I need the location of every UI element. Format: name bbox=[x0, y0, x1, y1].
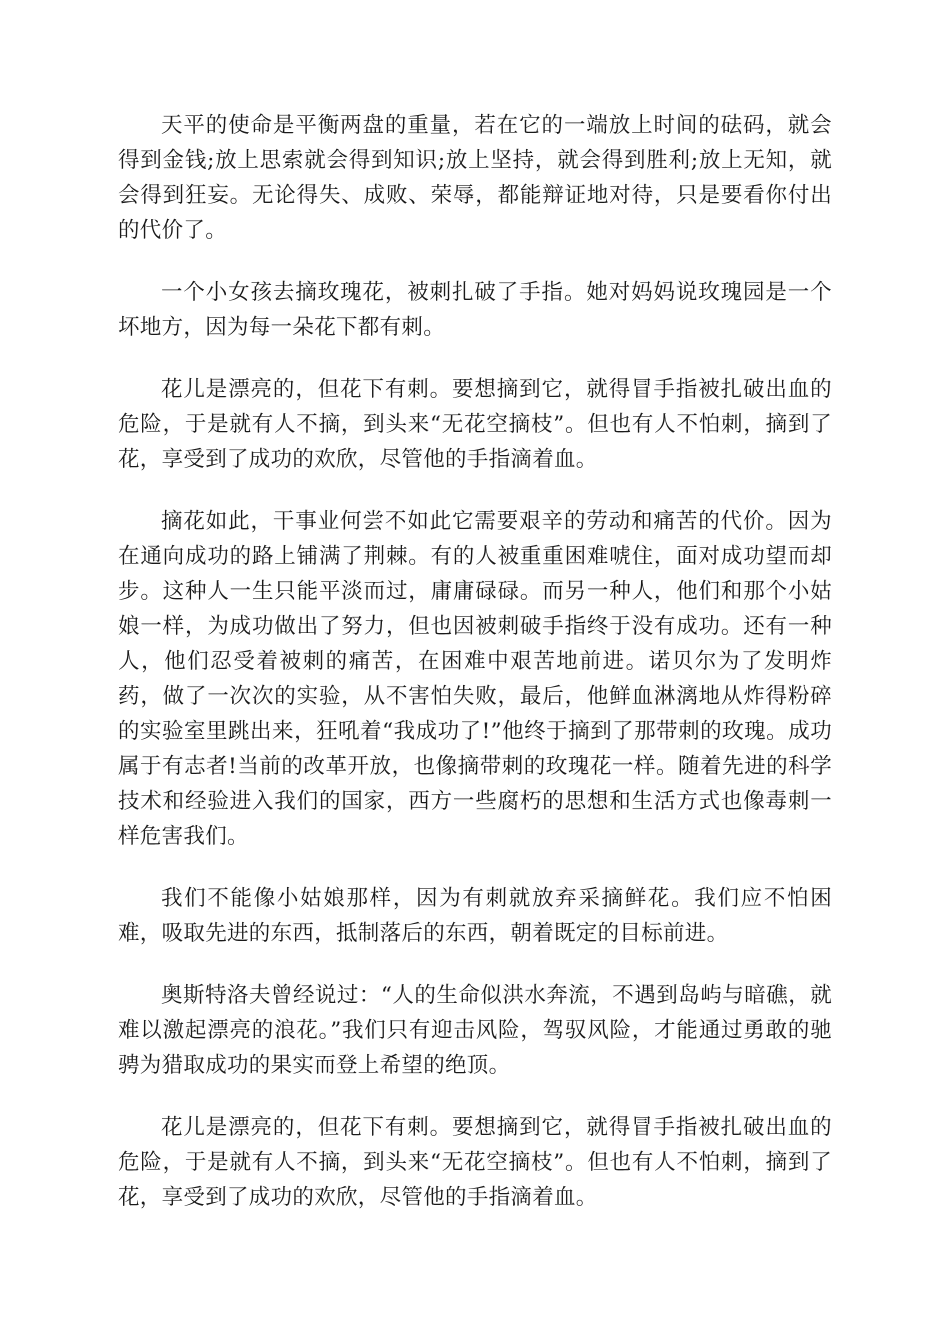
paragraph-1: 天平的使命是平衡两盘的重量，若在它的一端放上时间的砝码，就会得到金钱;放上思索就会得到知识;放上坚持，就会得到胜利;放上无知，就会得到狂妄。无论得失、成败、荣辱，都能辩证地对待，只是要看你付出的代价了。 bbox=[118, 113, 832, 243]
document-page bbox=[118, 108, 832, 1242]
paragraph-3: 花儿是漂亮的，但花下有刺。要想摘到它，就得冒手指被扎破出血的危险，于是就有人不摘，到头来“无花空摘枝”。但也有人不怕刺，摘到了花，享受到了成功的欢欣，尽管他的手指滴着血。 bbox=[118, 377, 832, 472]
paragraph-2: 一个小女孩去摘玫瑰花，被刺扎破了手指。她对妈妈说玫瑰园是一个坏地方，因为每一朵花下都有刺。 bbox=[118, 280, 832, 340]
paragraph-4: 摘花如此，干事业何尝不如此它需要艰辛的劳动和痛苦的代价。因为在通向成功的路上铺满了荆棘。有的人被重重困难唬住，面对成功望而却步。这种人一生只能平淡而过，庸庸碌碌。而另一种人，他们和那个小姑娘一样，为成功做出了努力，但也因被刺破手指终于没有成功。还有一种人，他们忍受着被刺的痛苦，在困难中艰苦地前进。诺贝尔为了发明炸药，做了一次次的实验，从不害怕失败，最后，他鲜血淋漓地从炸得粉碎的实验室里跳出来，狂吼着“我成功了!”他终于摘到了那带刺的玫瑰。成功属于有志者!当前的改革开放，也像摘带刺的玫瑰花一样。随着先进的科学技术和经验进入我们的国家，西方一些腐朽的思想和生活方式也像毒刺一样危害我们。 bbox=[118, 509, 832, 849]
paragraph-5: 我们不能像小姑娘那样，因为有刺就放弃采摘鲜花。我们应不怕困难，吸取先进的东西，抵制落后的东西，朝着既定的目标前进。 bbox=[118, 886, 832, 946]
paragraph-6: 奥斯特洛夫曾经说过：“人的生命似洪水奔流，不遇到岛屿与暗礁，就难以激起漂亮的浪花。”我们只有迎击风险，驾驭风险，才能通过勇敢的驰骋为猎取成功的果实而登上希望的绝顶。 bbox=[118, 983, 832, 1078]
paragraph-7: 花儿是漂亮的，但花下有刺。要想摘到它，就得冒手指被扎破出血的危险，于是就有人不摘，到头来“无花空摘枝”。但也有人不怕刺，摘到了花，享受到了成功的欢欣，尽管他的手指滴着血。 bbox=[118, 1115, 832, 1210]
